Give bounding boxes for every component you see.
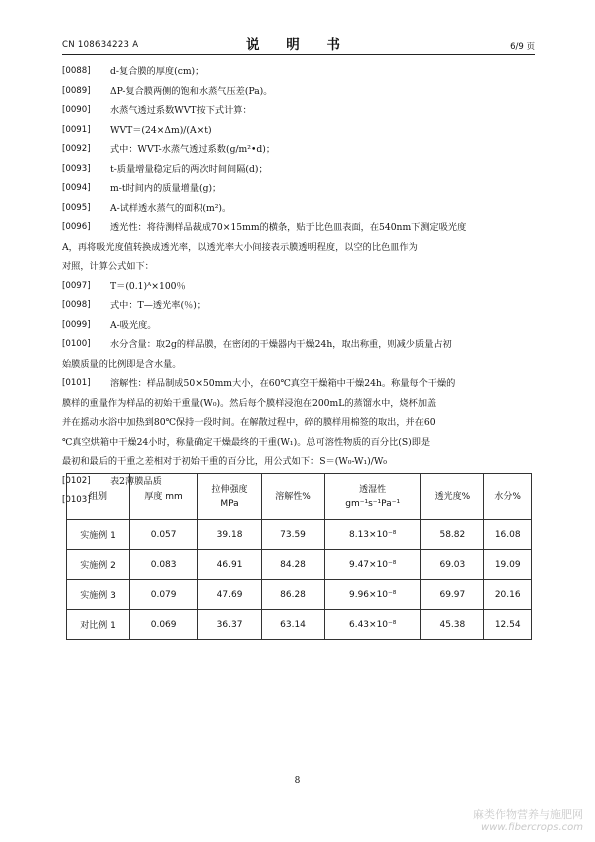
paragraph-0095 [62, 199, 532, 219]
paragraph-0097 [62, 277, 532, 297]
table-cell: 实施例 1 [67, 520, 130, 550]
table-cell: 69.97 [421, 580, 484, 610]
table-cell: 9.96×10⁻⁸ [325, 580, 421, 610]
paragraph-0101 [62, 374, 532, 394]
watermark-name: 麻类作物营养与施肥网 [473, 808, 583, 821]
text-line: 并在摇动水浴中加热到80℃保持一段时间。在解散过程中，碎的膜样用棉签的取出，并在60 [62, 417, 436, 428]
paragraph-text: 式中：WVT-水蒸气透过系数(g/m²•d)； [110, 144, 276, 155]
paragraph-text: d-复合膜的厚度(cm)； [110, 66, 205, 77]
table-cell: 对比例 1 [67, 610, 130, 640]
paragraph-text: t-质量增量稳定后的两次时间间隔(d)； [110, 163, 268, 175]
patent-number: CN 108634223 A [62, 40, 139, 50]
paragraph-number: [0100] [62, 339, 91, 349]
table-cell: 73.59 [261, 520, 324, 550]
table-row [67, 520, 532, 550]
paragraph-number: [0091] [62, 124, 91, 135]
paragraph-text: ΔP-复合膜两侧的饱和水蒸气压差(Pa)。 [110, 85, 273, 97]
paragraph-0090 [62, 101, 532, 121]
page-number: 8 [294, 776, 301, 786]
paragraph-number: [0088] [62, 66, 91, 76]
table-cell: 0.079 [130, 580, 198, 610]
table-cell: 84.28 [261, 550, 324, 580]
text-line: 透光性：将待测样品裁成70×15mm的横条，贴于比色皿表面，在540nm下测定吸光度 [110, 222, 467, 233]
text-line: 始膜质量的比例即是含水量。 [62, 358, 182, 370]
header-line: gm⁻¹s⁻¹Pa⁻¹ [345, 498, 401, 509]
document-title: 说 明 书 [246, 37, 351, 53]
table-cell: 12.54 [484, 610, 532, 640]
table-row [67, 580, 532, 610]
table-header-row [67, 474, 532, 520]
text-line: 膜样的重量作为样品的初始干重量(W₀)。然后每个膜样浸泡在200mL的蒸馏水中，烧杯加盖 [62, 397, 437, 409]
table-cell: 47.69 [198, 580, 262, 610]
text-line: 对照，计算公式如下： [62, 261, 154, 272]
table-header-cell: 水分% [484, 474, 532, 520]
film-quality-table [66, 473, 532, 640]
table-cell: 19.09 [484, 550, 532, 580]
paragraph-number: [0092] [62, 144, 91, 154]
paragraph-number: [0098] [62, 300, 91, 310]
table-row [67, 610, 532, 640]
table-header-cell [325, 474, 421, 520]
paragraph-number: [0094] [62, 183, 91, 193]
table-cell: 实施例 2 [67, 550, 130, 580]
table-header-cell: 组别 [67, 474, 130, 520]
table-row [67, 550, 532, 580]
paragraph-number: [0102] [62, 475, 91, 486]
paragraph-0093 [62, 160, 532, 180]
header-line: 拉伸强度 [211, 484, 248, 495]
paragraph-text [110, 218, 532, 238]
paragraph-text: A-吸光度。 [110, 319, 157, 331]
table-cell: 69.03 [421, 550, 484, 580]
paragraph-0089 [62, 82, 532, 102]
watermark-url: www.fibercrops.com [481, 822, 583, 833]
table-cell: 实施例 3 [67, 580, 130, 610]
paragraph-0099 [62, 316, 532, 336]
paragraph-number: [0103] [62, 495, 91, 505]
document-body [62, 62, 532, 511]
text-line: 水分含量：取2g的样品膜，在密闭的干燥器内干燥24h，取出称重，则减少质量占初 [110, 339, 452, 350]
table-cell: 16.08 [484, 520, 532, 550]
text-line: 最初和最后的干重之差相对于初始干重的百分比，用公式如下：S＝(W₀-W₁)/W₀ [62, 456, 387, 467]
table-cell: 8.13×10⁻⁸ [325, 520, 421, 550]
table-header-cell [198, 474, 262, 520]
paragraph-0094 [62, 179, 532, 199]
header-line: MPa [220, 498, 239, 509]
table-cell: 0.083 [130, 550, 198, 580]
table-cell: 36.37 [198, 610, 262, 640]
paragraph-0100 [62, 335, 532, 355]
table-caption: 表2薄膜品质 [110, 475, 162, 487]
paragraph-0091 [62, 121, 532, 141]
paragraph-number: [0093] [62, 163, 91, 174]
table-cell: 0.057 [130, 520, 198, 550]
table-cell: 58.82 [421, 520, 484, 550]
table-cell: 86.28 [261, 580, 324, 610]
paragraph-text: 水蒸气透过系数WVT按下式计算： [110, 105, 252, 116]
table-cell: 45.38 [421, 610, 484, 640]
paragraph-text: A-试样透水蒸气的面积(m²)。 [110, 202, 232, 214]
table-cell: 6.43×10⁻⁸ [325, 610, 421, 640]
formula-wvt: WVT＝(24×Δm)/(A×t) [110, 124, 212, 136]
paragraph-0092 [62, 140, 532, 160]
table-cell: 46.91 [198, 550, 262, 580]
paragraph-number: [0096] [62, 222, 91, 232]
paragraph-number: [0095] [62, 202, 91, 213]
table-header-cell: 溶解性% [261, 474, 324, 520]
paragraph-text: m-t时间内的质量增量(g)； [110, 183, 222, 194]
table-cell: 20.16 [484, 580, 532, 610]
header-line: 透湿性 [359, 484, 387, 495]
site-watermark [473, 806, 583, 833]
text-line: 溶解性：样品制成50×50mm大小，在60℃真空干燥箱中干燥24h。称量每个干燥的 [110, 378, 456, 389]
paragraph-number: [0101] [62, 378, 91, 388]
paragraph-0096 [62, 218, 532, 238]
header-rule [62, 54, 535, 55]
page-header [62, 33, 535, 53]
table-cell: 63.14 [261, 610, 324, 640]
paragraph-number: [0090] [62, 105, 91, 115]
text-line: ℃真空烘箱中干燥24小时，称量确定干燥最终的干重(W₁)。总可溶性物质的百分比(S)即是 [62, 436, 431, 448]
paragraph-text: 式中：T—透光率(％)； [110, 300, 206, 311]
text-line: A，再将吸光度值转换成透光率，以透光率大小间接表示膜透明程度，以空的比色皿作为 [62, 241, 418, 253]
table-header-cell: 厚度 mm [130, 474, 198, 520]
page-indicator: 6/9 页 [510, 42, 535, 52]
table-cell: 9.47×10⁻⁸ [325, 550, 421, 580]
paragraph-0098 [62, 296, 532, 316]
paragraph-number: [0099] [62, 319, 91, 330]
formula-transmittance: T＝(0.1)ᴬ×100％ [110, 280, 186, 292]
paragraph-number: [0089] [62, 85, 91, 96]
table-cell: 0.069 [130, 610, 198, 640]
paragraph-0088 [62, 62, 532, 82]
table-header-cell: 透光度% [421, 474, 484, 520]
paragraph-number: [0097] [62, 280, 91, 291]
table-cell: 39.18 [198, 520, 262, 550]
